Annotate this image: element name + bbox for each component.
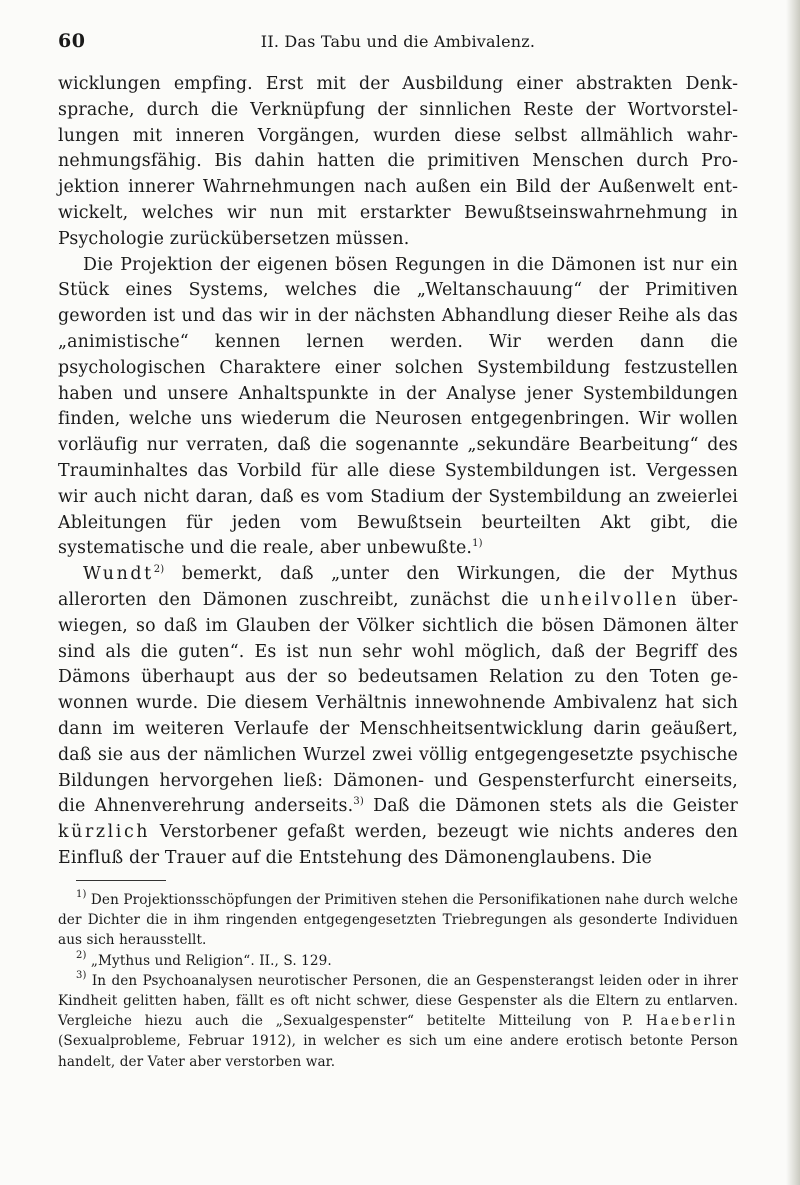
emphasis-kuerzlich: kürzlich — [58, 822, 151, 843]
author-name-haeberlin: Haeberlin — [645, 1013, 738, 1030]
body-text — [58, 72, 738, 872]
footnotes — [58, 890, 738, 1072]
paragraph-1: wicklungen empfing. Erst mit der Ausbildung einer abstrakten Denksprache, durch die Verknüpfung der sinnlichen Reste der Wortvorstellungen mit inneren Vorgängen, wurden diese selbst allmählich wahrnehmungsfähig. Bis dahin hatten die primitiven Menschen durch Projektion innerer Wahrnehmungen nach außen ein Bild der Außenwelt entwickelt, welches wir nun mit erstarkter Bewußtseinswahrnehmung in Psychologie zurückübersetzen müssen. — [58, 74, 738, 249]
paragraph-3-text-b: überwiegen, so daß im Glauben der Völker sichtlich die bösen Dämonen älter sind als die guten“. Es ist nun sehr wohl möglich, daß der Begriff des Dämons überhaupt aus der so bedeutsamen Relation zu den Toten gewonnen wurde. Die diesem Verhältnis innewohnende Ambivalenz hat sich dann im weiteren Verlaufe der Menschheitsentwicklung darin geäußert, daß sie aus der nämlichen Wurzel zwei völlig entgegengesetzte psychische Bildungen hervorgehen ließ: Dämonen- und Gespensterfurcht einerseits, die Ahnenverehrung anderseits. — [58, 589, 738, 817]
author-name-wundt: Wundt — [83, 564, 154, 585]
footnote-ref-2: 2) — [153, 564, 165, 576]
page-number: 60 — [58, 30, 86, 52]
footnote-3-text-a: In den Psychoanalysen neurotischer Personen, die an Gespensterangst leiden oder in ihrer Kindheit gelitten haben, fällt es oft nicht schwer, diese Gespenster als die Eltern zu entlarven. Vergleiche hiezu auch die „Sexualgespenster“ betitelte Mitteilung von P. — [58, 972, 738, 1030]
footnote-3-mark: 3) — [76, 969, 87, 981]
footnote-3 — [58, 971, 738, 1072]
page-edge-shadow — [786, 0, 800, 1185]
footnote-ref-1: 1) — [472, 538, 483, 550]
footnote-1-mark: 1) — [76, 889, 87, 900]
footnote-rule — [76, 880, 166, 881]
paragraph-2 — [58, 253, 738, 563]
page-header — [58, 30, 738, 56]
footnote-2 — [58, 951, 738, 971]
footnote-2-mark: 2) — [76, 949, 87, 961]
footnote-ref-3: 3) — [353, 796, 364, 808]
footnote-2-text: „Mythus und Religion“. II., S. 129. — [86, 952, 332, 969]
footnote-1-text: Den Projektionsschöpfungen der Primitiven stehen die Personifikationen nahe durch welche der Dichter die in ihm ringenden entgegengesetzten Triebregungen als gesonderte Individuen aus sich herausstellt. — [58, 892, 738, 949]
paragraph-2-text: Die Projektion der eigenen bösen Regungen in die Dämonen ist nur ein Stück eines Systems, welches die „Weltanschauung“ der Primitiven geworden ist und das wir in der nächsten Abhandlung dieser Reihe als das „animistische“ kennen lernen werden. Wir werden dann die psychologischen Charaktere einer solchen Systembildung festzustellen haben und unsere Anhaltspunkte in der Analyse jener Systembildungen finden, welche uns wiederum die Neurosen entgegenbringen. Wir wollen vorläufig nur verraten, daß die sogenannte „sekundäre Bearbeitung“ des Trauminhaltes das Vorbild für alle diese Systembildungen ist. Vergessen wir auch nicht daran, daß es vom Stadium der Systembildung an zweierlei Ableitungen für jeden vom Bewußtsein beurteilten Akt gibt, die systematische und die reale, aber unbewußte. — [58, 254, 738, 559]
paragraph-3 — [58, 562, 738, 872]
paragraph-3-text-d: Verstorbener gefaßt werden, bezeugt wie nichts anderes den Einfluß der Trauer auf die Entstehung des Dämonenglaubens. Die — [58, 822, 738, 868]
paragraph-3-text-c: Daß die Dämonen stets als die Geister — [363, 796, 738, 817]
paragraph-3-text-a: bemerkt, daß „unter den Wirkungen, die der Mythus allerorten den Dämonen zuschreibt, zunächst die — [58, 564, 738, 610]
footnote-3-text-b: (Sexualprobleme, Februar 1912), in welcher es sich um eine andere erotisch betonte Person handelt, der Vater aber verstorben war. — [58, 1033, 738, 1070]
footnote-1 — [58, 890, 738, 951]
emphasis-unheilvollen: unheilvollen — [540, 589, 680, 610]
running-title: II. Das Tabu und die Ambivalenz. — [260, 32, 536, 51]
